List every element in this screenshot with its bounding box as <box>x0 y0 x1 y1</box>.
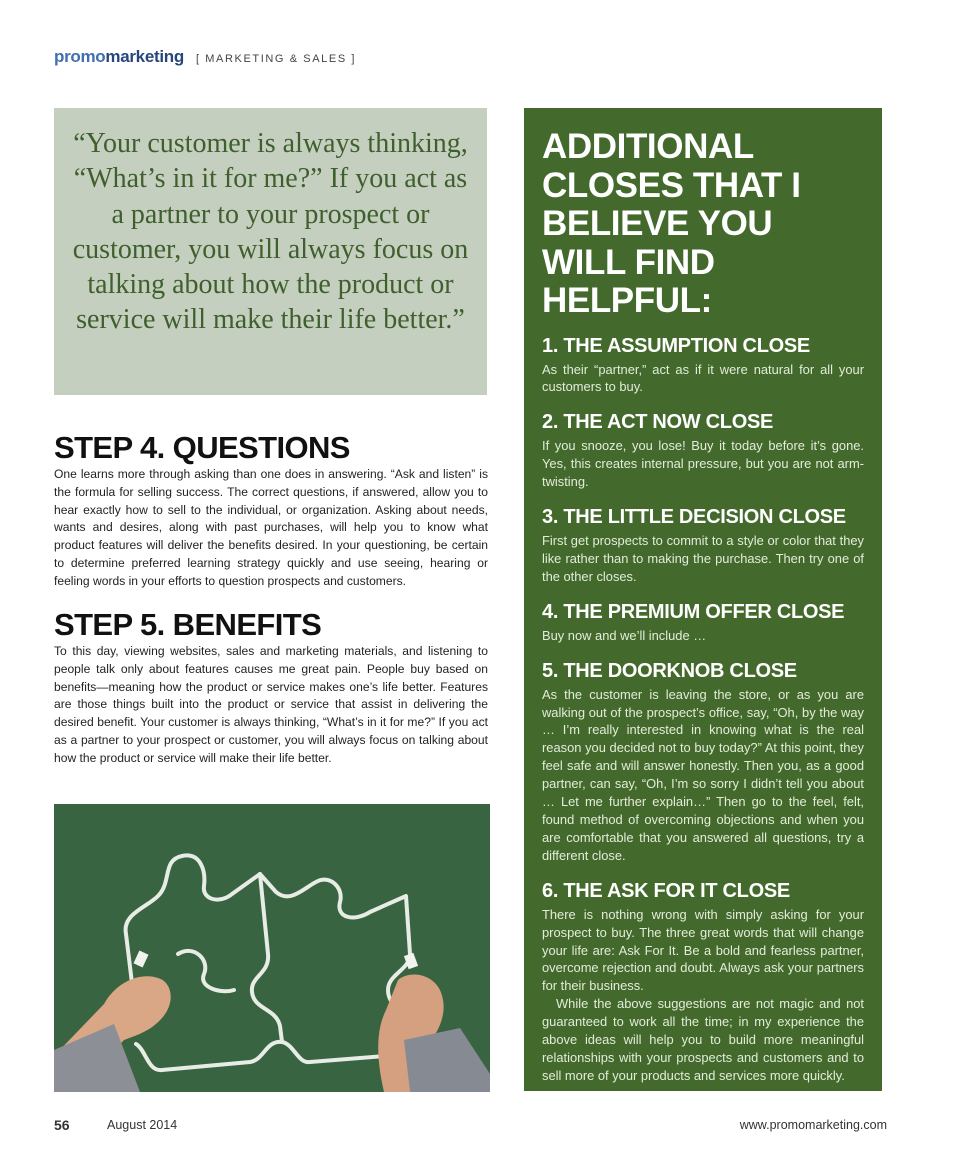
close-item <box>542 335 864 397</box>
closes-sidebar <box>524 108 882 1091</box>
close-heading: 5. THE DOORKNOB CLOSE <box>542 659 797 682</box>
close-text: There is nothing wrong with simply asking for your prospect to buy. The three great words that will change your life are: Ask For It. Be a bold and fearless partner, overcome rejection and doubt. Always ask your partners for their business. <box>542 906 864 994</box>
brand-logo-promo: promo <box>54 47 106 66</box>
close-text: As their “partner,” act as if it were natural for all your customers to buy. <box>542 361 864 395</box>
step4-heading: STEP 4. QUESTIONS <box>54 430 350 465</box>
puzzle-chalkboard-photo <box>54 804 490 1092</box>
close-item <box>542 411 864 491</box>
sidebar-title: ADDITIONAL CLOSES THAT I BELIEVE YOU WILL FIND HELPFUL: <box>542 127 801 320</box>
close-item <box>542 506 864 586</box>
close-item <box>542 660 864 865</box>
close-heading: 2. THE ACT NOW CLOSE <box>542 411 774 434</box>
close-heading: 1. THE ASSUMPTION CLOSE <box>542 334 810 357</box>
close-heading: 4. THE PREMIUM OFFER CLOSE <box>542 600 845 623</box>
close-text: First get prospects to commit to a style or color that they like rather than to making the purchase. Then try one of the other closes. <box>542 533 864 584</box>
issue-date: August 2014 <box>107 1118 178 1132</box>
step5-heading: STEP 5. BENEFITS <box>54 607 322 642</box>
pull-quote: “Your customer is always thinking, “What’s in it for me?” If you act as a partner to your prospect or customer, you will always focus on talking about how the product or service will make their life better.” <box>54 108 487 395</box>
close-text: If you snooze, you lose! Buy it today before it’s gone. Yes, this creates internal pressure, but you are not arm-twisting. <box>542 438 864 490</box>
page-number: 56 <box>54 1117 70 1133</box>
close-item <box>542 601 864 645</box>
brand-logo-marketing: marketing <box>105 47 184 66</box>
close-text: Buy now and we’ll include … <box>542 627 707 643</box>
close-item <box>542 880 864 1085</box>
close-heading: 6. THE ASK FOR IT CLOSE <box>542 879 790 902</box>
step4-body: One learns more through asking than one does in answering. “Ask and listen” is the formula for selling success. The correct questions, if answered, allow you to hear exactly how to sell to the individual, or organization. Asking about needs, wants and desires, along with past purchases, will help you to know what product features will deliver the benefits desired. In your questioning, be certain to determine preferred learning strategy quickly and use seeing, hearing or feeling words in your efforts to question prospects and customers. <box>54 467 488 588</box>
close-heading: 3. THE LITTLE DECISION CLOSE <box>542 506 846 529</box>
section-label: [ MARKETING & SALES ] <box>195 53 357 65</box>
close-text: As the customer is leaving the store, or as you are walking out of the prospect’s office, say, “Oh, by the way … I’m really interested in knowing what is the real reason you decided not to buy today?” At this point, they feel safe and will answer honestly. Then you, as a good partner, can say, “Oh, I’m so sorry I didn’t tell you about … Let me further explain…” Then go to the feel, felt, found method of overcoming objections and when you are comfortable that you answered all questions, try a different close. <box>542 686 864 863</box>
closing-paragraph: While the above suggestions are not magic and not guaranteed to work all the time; in my experience the above ideas will help you to build more meaningful relationships with your prospects and customers and to sell more of your products and services more quickly. <box>542 996 864 1083</box>
website-link[interactable]: www.promomarketing.com <box>739 1118 887 1132</box>
page-header <box>54 47 356 67</box>
brand-logo[interactable] <box>54 47 184 67</box>
step5-body: To this day, viewing websites, sales and marketing materials, and listening to people talk only about features causes me great pain. People buy based on benefits—meaning how the product or service makes one’s life better. Features are those things built into the product or service that assist in delivering the desired benefit. Your customer is always thinking, “What’s in it for me?” If you act as a partner to your prospect or customer, you will always focus on talking about how the product or service will make their life better. <box>54 644 488 765</box>
